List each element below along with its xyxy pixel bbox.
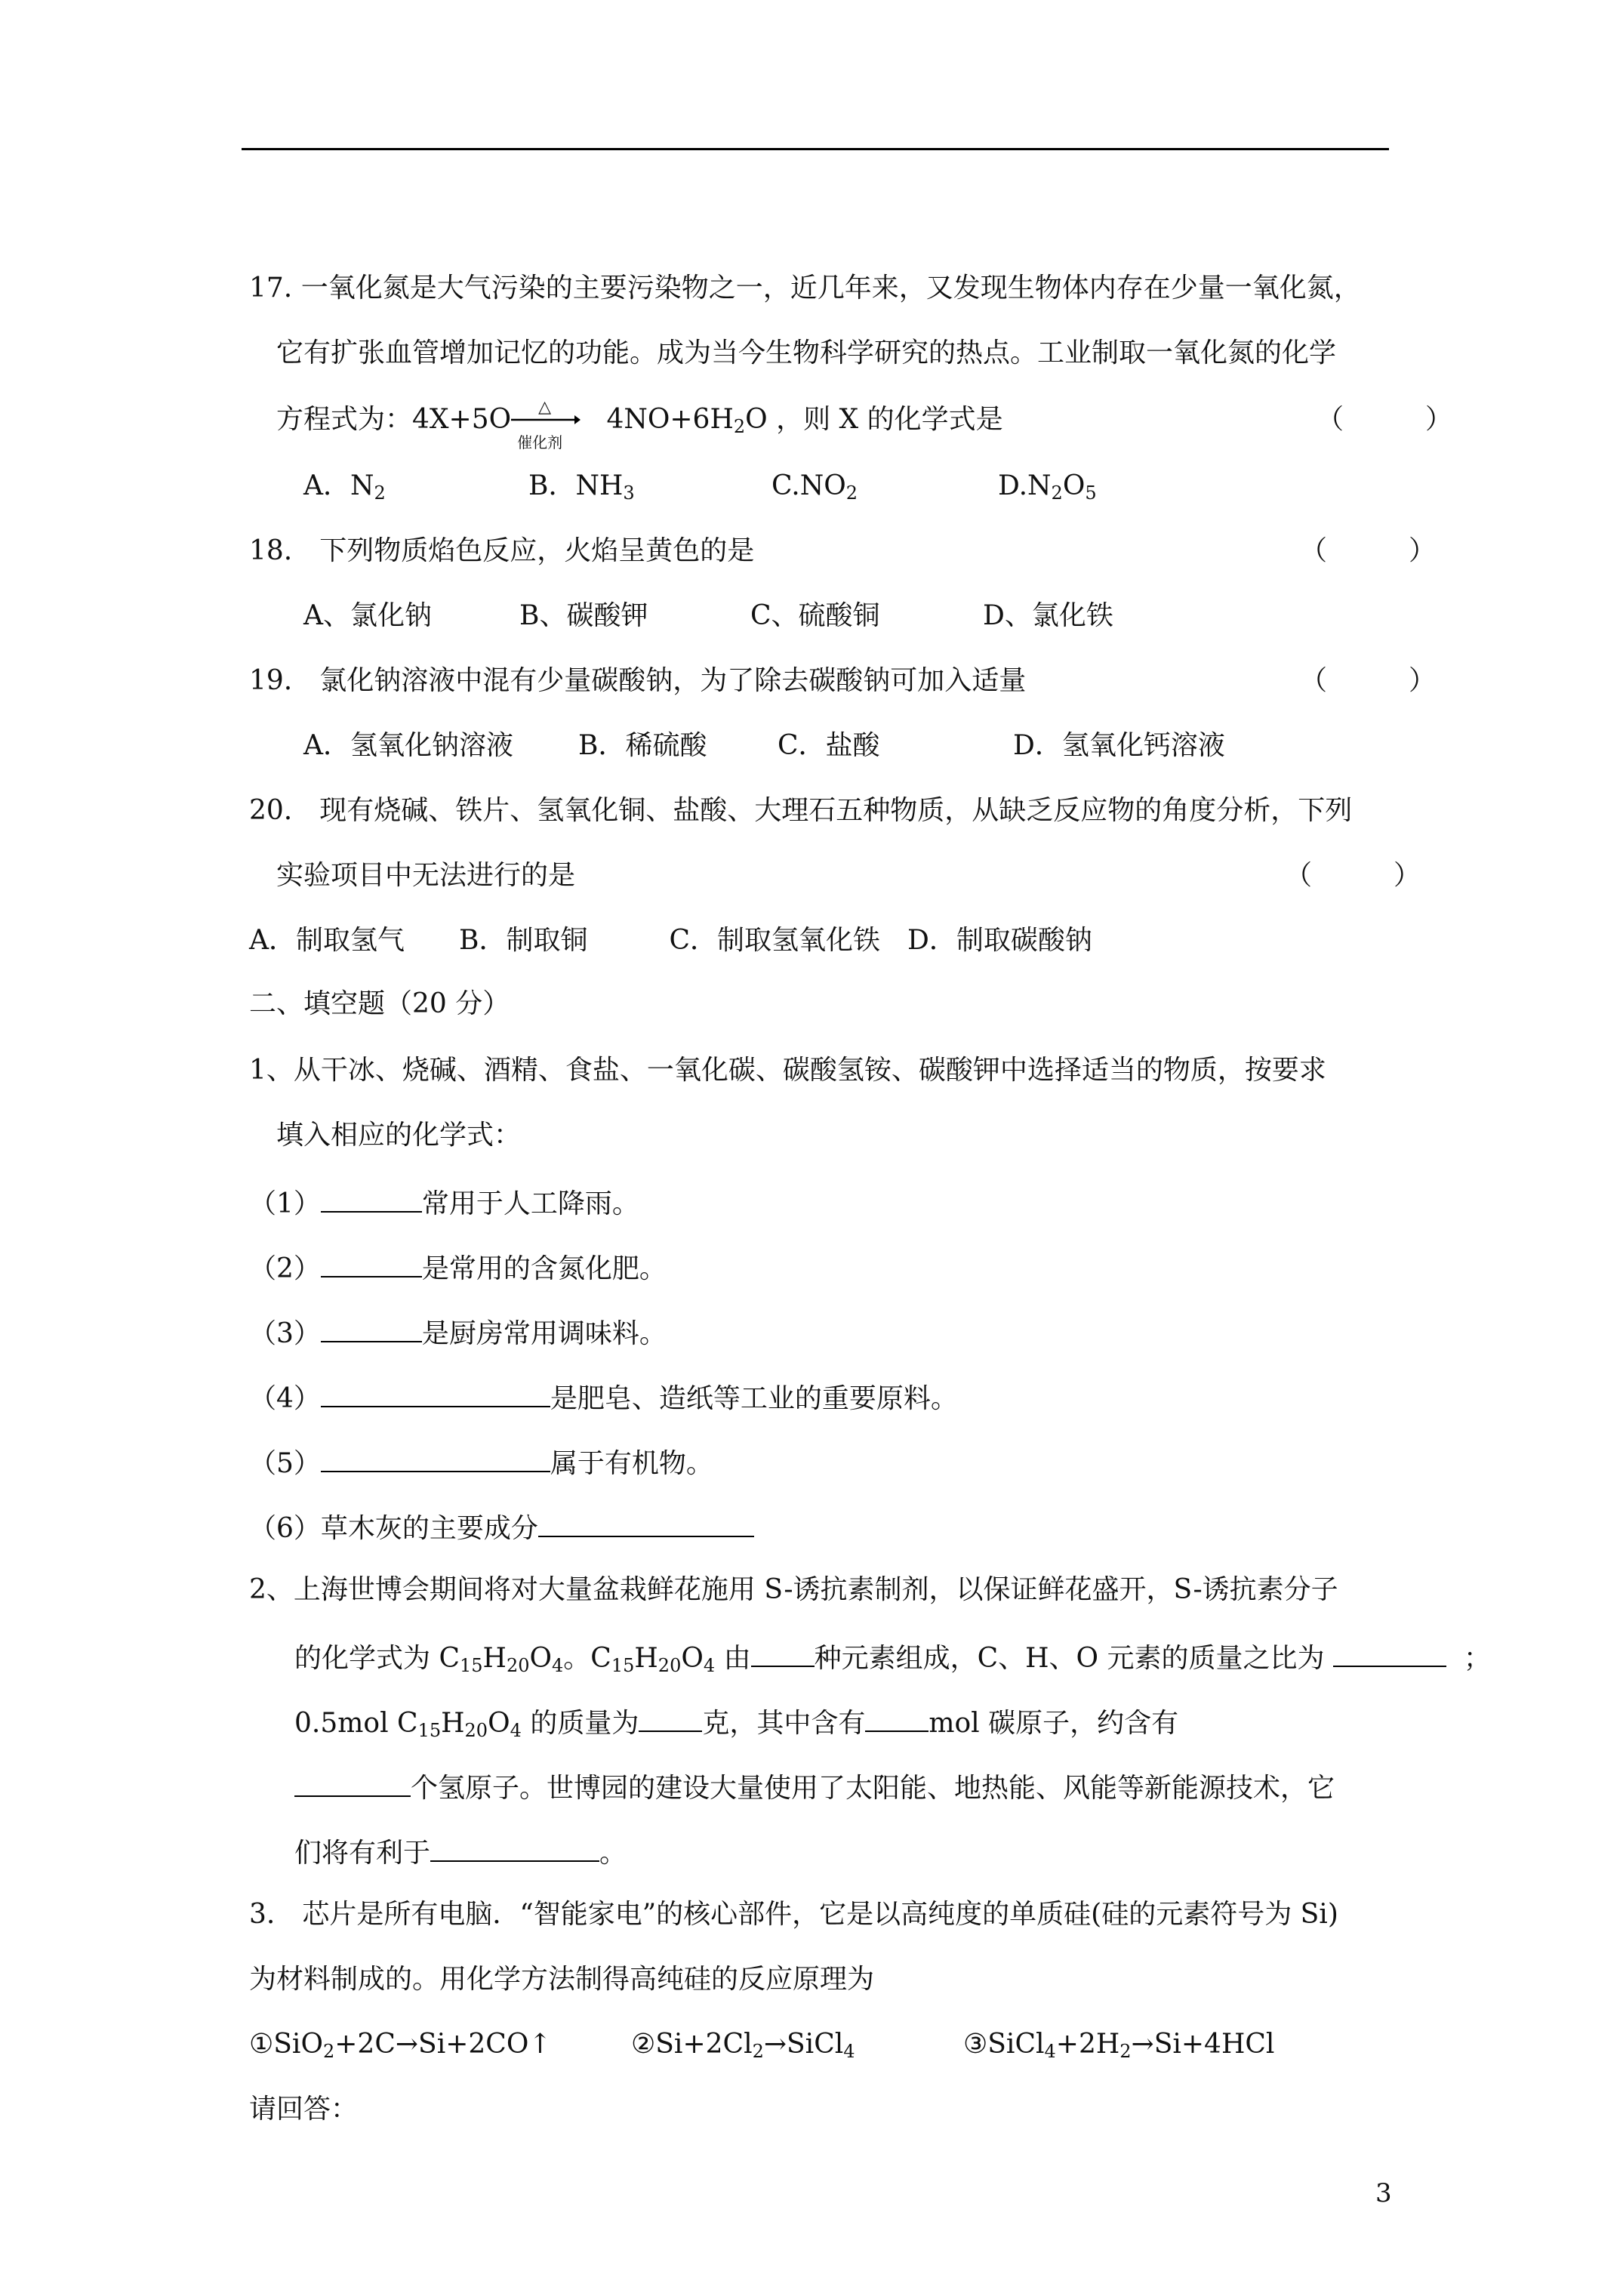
fill1-line1: 1、从干冰、烧碱、酒精、食盐、一氧化碳、碳酸氢铵、碳酸钾中选择适当的物质，按要求 <box>249 1055 1326 1086</box>
answer-blank[interactable] <box>865 1703 929 1732</box>
answer-blank[interactable] <box>430 1833 599 1862</box>
reaction-3: $③SiCl_4+2H_2\to Si+4HCl$ <box>963 2029 1275 2062</box>
heat-symbol: △ <box>538 398 552 417</box>
q17-eq-pre: 方程式为：4X+5O <box>276 404 512 435</box>
fill2-line2: 的化学式为 $C_{15}H_{20}O_4$。$C_{15}H_{20}O_4$ 由 种元素组成，C、H、O 元素的质量之比为 ； <box>294 1638 1491 1675</box>
fill2-line1: 2、上海世博会期间将对大量盆栽鲜花施用 S-诱抗素制剂，以保证鲜花盛开，S-诱抗素分子 <box>249 1574 1338 1605</box>
q19-stem: 19. 氯化钠溶液中混有少量碳酸钠，为了除去碳酸钠可加入适量 <box>249 665 1027 696</box>
q17-option-d: $D.N_2O_5$ <box>998 470 1097 504</box>
answer-blank[interactable] <box>321 1314 422 1342</box>
answer-blank[interactable] <box>1333 1638 1446 1667</box>
header-rule <box>242 148 1389 150</box>
fill2-line5: 们将有利于 。 <box>294 1833 627 1870</box>
q17-eq-post2: O ，则 X 的化学式是 <box>745 404 1003 435</box>
answer-blank[interactable] <box>538 1509 754 1537</box>
q18-option-c: C、硫酸铜 <box>750 600 880 631</box>
q17-option-c: $C.NO_2$ <box>771 470 858 504</box>
answer-blank[interactable] <box>751 1638 815 1667</box>
q19-option-b: B．稀硫酸 <box>578 730 707 761</box>
answer-blank[interactable] <box>639 1703 702 1732</box>
q17-equation-line <box>276 398 1003 451</box>
fill1-item6: （6）草木灰的主要成分 <box>249 1509 754 1546</box>
section2-heading: 二、填空题（20 分） <box>249 988 510 1019</box>
q20-options: A．制取氢气 B．制取铜 C．制取氢氧化铁 D．制取碳酸钠 <box>249 925 1092 956</box>
q17-line2: 它有扩张血管增加记忆的功能。成为当今生物科学研究的热点。工业制取一氧化氮的化学 <box>276 337 1337 368</box>
fill1-item4: （4） 是肥皂、造纸等工业的重要原料。 <box>249 1379 958 1416</box>
q19-answer-paren: （ ） <box>1300 665 1437 696</box>
q17-line1: 17. 一氧化氮是大气污染的主要污染物之一，近几年来，又发现生物体内存在少量一氧化氮， <box>249 273 1361 304</box>
answer-blank[interactable] <box>321 1249 422 1277</box>
fill1-item2: （2） 是常用的含氮化肥。 <box>249 1249 667 1286</box>
answer-blank[interactable] <box>321 1444 550 1472</box>
fill3-line2: 为材料制成的。用化学方法制得高纯硅的反应原理为 <box>249 1964 875 1995</box>
fill1-item1: （1） 常用于人工降雨。 <box>249 1184 639 1221</box>
q18-option-b: B、碳酸钾 <box>519 600 648 631</box>
q17-option-b: B．$NH_3$ <box>528 470 635 504</box>
q17-option-a: A．$N_2$ <box>303 470 386 504</box>
sub: 2 <box>733 416 746 437</box>
q20-line2: 实验项目中无法进行的是 <box>276 860 576 891</box>
catalyst-label: 催化剂 <box>517 433 563 451</box>
reaction-arrow <box>511 398 581 451</box>
answer-blank[interactable] <box>321 1184 422 1213</box>
q20-line1: 20. 现有烧碱、铁片、氢氧化铜、盐酸、大理石五种物质，从缺乏反应物的角度分析，下列 <box>249 795 1353 826</box>
fill2-line3: 0.5mol $C_{15}H_{20}O_4$ 的质量为 克，其中含有 mol 碳原子，约含有 <box>294 1703 1178 1740</box>
fill2-line4: 个氢原子。世博园的建设大量使用了太阳能、地热能、风能等新能源技术，它 <box>294 1768 1335 1805</box>
q18-stem: 18. 下列物质焰色反应，火焰呈黄色的是 <box>249 535 755 566</box>
q20-answer-paren: （ ） <box>1285 860 1421 891</box>
page-number: 3 <box>1375 2178 1392 2208</box>
q19-option-c: C．盐酸 <box>778 730 880 761</box>
fill1-item3: （3） 是厨房常用调味料。 <box>249 1314 667 1351</box>
fill1-line2: 填入相应的化学式： <box>276 1120 522 1151</box>
q18-option-d: D、氯化铁 <box>983 600 1113 631</box>
answer-blank[interactable] <box>294 1768 411 1797</box>
fill3-line1: 3. 芯片是所有电脑．“智能家电”的核心部件，它是以高纯度的单质硅(硅的元素符号为 Si) <box>249 1899 1338 1930</box>
q17-answer-paren: （ ） <box>1317 404 1453 435</box>
q17-eq-post: 4NO+6H <box>606 404 734 435</box>
reaction-1: ①SiO$_2$+2C→Si+2CO↑ <box>249 2029 552 2062</box>
q19-option-a: A．氢氧化钠溶液 <box>303 730 513 761</box>
q18-answer-paren: （ ） <box>1300 535 1437 566</box>
q18-option-a: A、氯化钠 <box>303 600 432 631</box>
reaction-2: $②Si+2Cl_2\to SiCl_4$ <box>631 2029 855 2062</box>
q19-option-d: D．氢氧化钙溶液 <box>1013 730 1225 761</box>
answer-blank[interactable] <box>321 1379 550 1407</box>
fill3-prompt: 请回答： <box>249 2094 359 2125</box>
fill1-item5: （5） 属于有机物。 <box>249 1444 713 1481</box>
